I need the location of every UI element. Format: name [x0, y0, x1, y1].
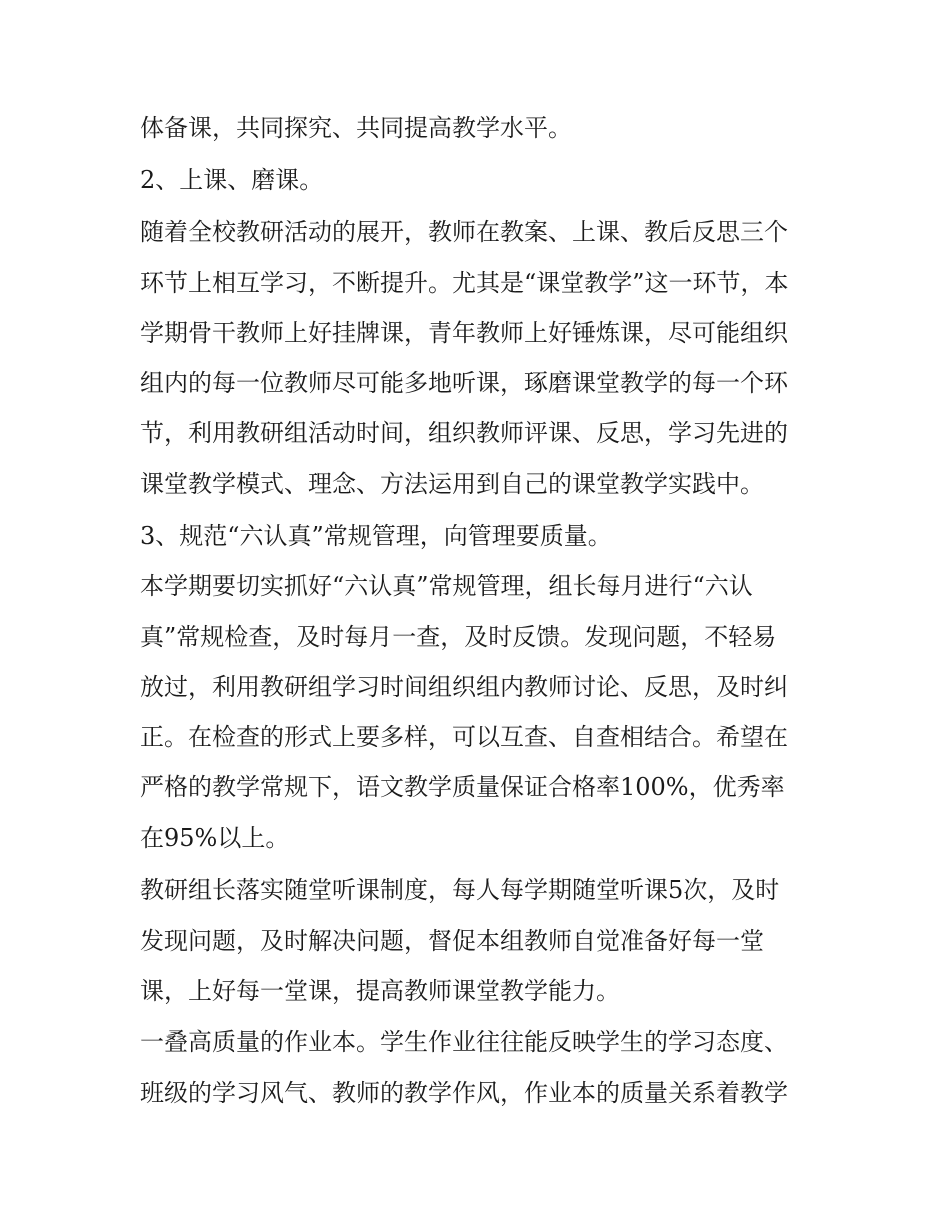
text-line: 真”常规检查，及时每月一查，及时反馈。发现问题，不轻易: [140, 623, 777, 651]
section-heading-2: 2、上课、磨课。: [140, 166, 324, 194]
text-line: 发现问题，及时解决问题，督促本组教师自觉准备好每一堂: [140, 927, 764, 955]
text-line: 在95%以上。: [140, 824, 290, 852]
text-line: 环节上相互学习，不断提升。尤其是“课堂教学”这一环节，本: [140, 269, 789, 297]
text-line: 正。在检查的形式上要多样，可以互查、自查相结合。希望在: [140, 723, 788, 751]
text-line: 严格的教学常规下，语文教学质量保证合格率100%，优秀率: [140, 773, 785, 801]
text-line: 一叠高质量的作业本。学生作业往往能反映学生的学习态度、: [140, 1028, 788, 1056]
text-line: 组内的每一位教师尽可能多地听课，琢磨课堂教学的每一个环: [140, 369, 788, 397]
text-line: 随着全校教研活动的展开，教师在教案、上课、教后反思三个: [140, 218, 788, 246]
text-line: 课，上好每一堂课，提高教师课堂教学能力。: [140, 977, 620, 1005]
section-heading-3: 3、规范“六认真”常规管理，向管理要质量。: [140, 522, 612, 550]
text-line: 节，利用教研组活动时间，组织教师评课、反思，学习先进的: [140, 419, 788, 447]
text-line: 本学期要切实抓好“六认真”常规管理，组长每月进行“六认: [140, 572, 753, 600]
text-line: 课堂教学模式、理念、方法运用到自己的课堂教学实践中。: [140, 470, 764, 498]
text-line: 教研组长落实随堂听课制度，每人每学期随堂听课5次，及时: [140, 876, 780, 904]
text-line: 学期骨干教师上好挂牌课，青年教师上好锤炼课，尽可能组织: [140, 319, 788, 347]
text-line: 体备课，共同探究、共同提高教学水平。: [140, 114, 572, 142]
text-line: 放过，利用教研组学习时间组织组内教师讨论、反思，及时纠: [140, 673, 788, 701]
text-line: 班级的学习风气、教师的教学作风，作业本的质量关系着教学: [140, 1079, 788, 1107]
